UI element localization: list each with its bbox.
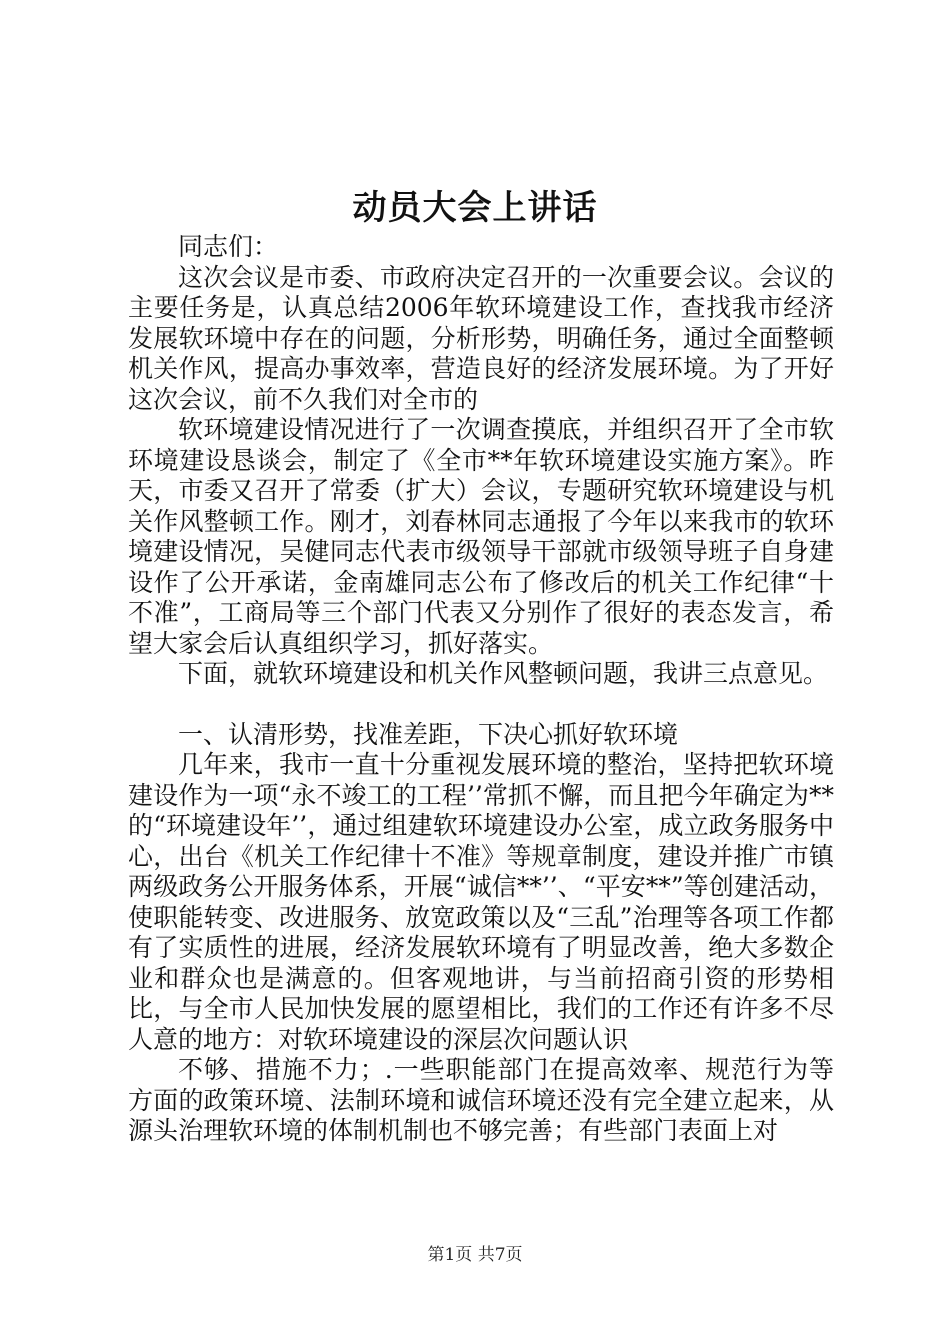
document-title: 动员大会上讲话 bbox=[352, 188, 598, 228]
paragraph: 几年来，我市一直十分重视发展环境的整治，坚持把软环境建设作为一项“永不竣工的工程’’常抓不懈，而且把今年确定为**的“环境建设年’’，通过组建软环境建设办公室，成立政务服务中心，出台《机关工作纪律十不准》等规章制度，建设并推广市镇两级政务公开服务体系，开展“诚信**’’、“平安**”等创建活动，使职能转变、改进服务、放宽政策以及“三乱”治理等各项工作都有了实质性的进展，经济发展软环境有了明显改善，绝大多数企业和群众也是满意的。但客观地讲，与当前招商引资的形势相比，与全市人民加快发展的愿望相比，我们的工作还有许多不尽人意的地方：对软环境建设的深层次问题认识 bbox=[128, 750, 834, 1054]
document-body bbox=[128, 232, 834, 1147]
paragraph: 不够、措施不力；.一些职能部门在提高效率、规范行为等方面的政策环境、法制环境和诚信环境还没有完全建立起来，从源头治理软环境的体制机制也不够完善；有些部门表面上对 bbox=[128, 1055, 834, 1145]
salutation: 同志们： bbox=[178, 232, 279, 261]
paragraph: 下面，就软环境建设和机关作风整顿问题，我讲三点意见。 bbox=[178, 659, 829, 688]
section-heading: 一、认清形势，找准差距，下决心抓好软环境 bbox=[178, 719, 679, 749]
paragraph: 这次会议是市委、市政府决定召开的一次重要会议。会议的主要任务是，认真总结2006年软环境建设工作，查找我市经济发展软环境中存在的问题，分析形势，明确任务，通过全面整顿机关作风，提高办事效率，营造良好的经济发展环境。为了开好这次会议，前不久我们对全市的 bbox=[128, 262, 834, 414]
paragraph: 软环境建设情况进行了一次调查摸底，并组织召开了全市软环境建设恳谈会，制定了《全市**年软环境建设实施方案》。昨天，市委又召开了常委（扩大）会议，专题研究软环境建设与机关作风整顿工作。刚才，刘春林同志通报了今年以来我市的软环境建设情况，吴健同志代表市级领导干部就市级领导班子自身建设作了公开承诺，金南雄同志公布了修改后的机关工作纪律“十不准”，工商局等三个部门代表又分别作了很好的表态发言，希望大家会后认真组织学习，抓好落实。 bbox=[128, 415, 834, 658]
page-footer: 第1页 共7页 bbox=[427, 1245, 523, 1265]
